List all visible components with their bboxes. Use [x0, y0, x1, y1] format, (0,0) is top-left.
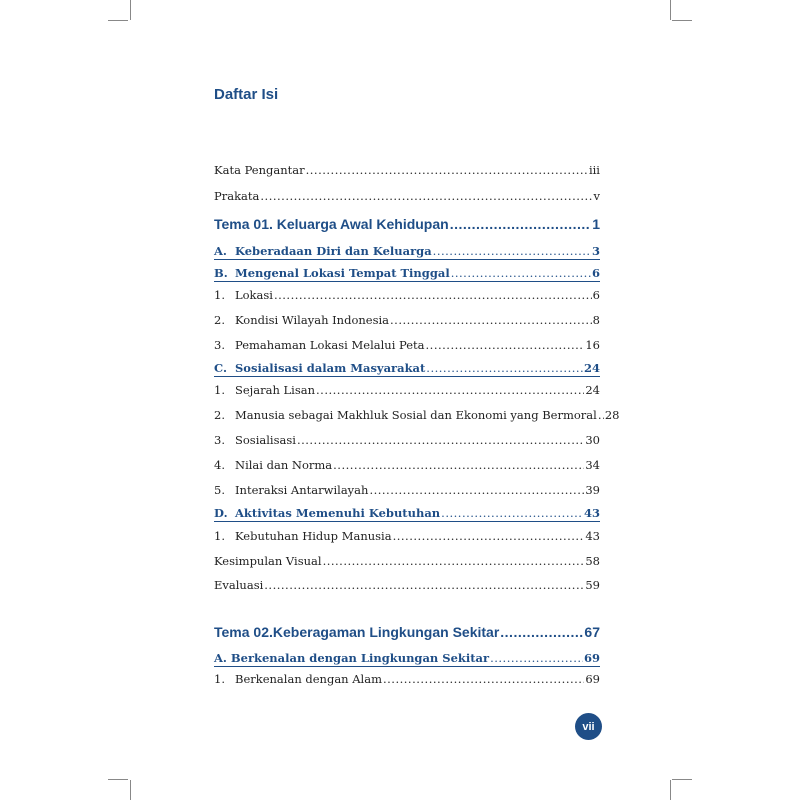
toc-entry-label: Kata Pengantar — [214, 163, 305, 177]
toc-entry-label: Lokasi — [235, 288, 273, 302]
toc-entry-label: Keberadaan Diri dan Keluarga — [235, 244, 432, 258]
toc-entry[interactable] — [214, 266, 600, 282]
crop-mark — [130, 0, 131, 20]
toc-entry-page: 58 — [585, 554, 600, 568]
dot-leader — [393, 529, 585, 543]
toc-entry[interactable] — [214, 361, 600, 377]
dot-leader — [274, 288, 592, 302]
toc-entry-number: D. — [214, 506, 228, 520]
toc-entry-number: 2. — [214, 408, 225, 422]
toc-entry-page: 69 — [583, 651, 600, 665]
crop-mark — [670, 780, 671, 800]
toc-entry[interactable] — [214, 338, 600, 352]
toc-entry-page: 24 — [585, 383, 600, 397]
toc-entry-label: Berkenalan dengan Alam — [235, 672, 382, 686]
dot-leader — [316, 383, 584, 397]
toc-entry-label: Kondisi Wilayah Indonesia — [235, 313, 390, 327]
toc-entry-page: 30 — [585, 433, 600, 447]
toc-entry[interactable] — [214, 578, 600, 592]
dot-leader — [306, 163, 588, 177]
toc-entry-page: 8 — [592, 313, 600, 327]
toc-entry[interactable] — [214, 244, 600, 260]
toc-entry[interactable] — [214, 433, 600, 447]
toc-entry-page: 43 — [585, 529, 600, 543]
toc-entry-label: Nilai dan Norma — [235, 458, 333, 472]
dot-leader — [500, 624, 583, 641]
toc-entry-number: 5. — [214, 483, 225, 497]
toc-entry-page: v — [593, 189, 600, 203]
dot-leader — [323, 554, 585, 568]
toc-entry-page: 39 — [585, 483, 600, 497]
dot-leader — [433, 244, 591, 258]
toc-entry-label: Interaksi Antarwilayah — [235, 483, 369, 497]
toc-entry-page: 6 — [592, 288, 600, 302]
dot-leader — [598, 408, 604, 422]
toc-entry-page: 67 — [584, 624, 600, 640]
toc-entry-page: 59 — [585, 578, 600, 592]
dot-leader — [333, 458, 584, 472]
dot-leader — [451, 266, 591, 280]
toc-entry-page: 43 — [583, 506, 600, 520]
dot-leader — [426, 338, 585, 352]
toc-entry-number: 1. — [214, 529, 225, 543]
dot-leader — [383, 672, 584, 686]
toc-entry-page: 1 — [592, 216, 600, 232]
dot-leader — [426, 361, 583, 375]
toc-entry[interactable] — [214, 672, 600, 686]
crop-mark — [672, 779, 692, 780]
crop-mark — [670, 0, 671, 20]
toc-entry[interactable] — [214, 313, 600, 327]
toc-entry[interactable] — [214, 554, 600, 568]
toc-entry-number: 3. — [214, 338, 225, 352]
toc-entry-label: Sejarah Lisan — [235, 383, 316, 397]
toc-entry-number: 1. — [214, 672, 225, 686]
toc-entry-number: A. — [214, 244, 227, 258]
toc-entry-number: 4. — [214, 458, 225, 472]
toc-entry-page: 69 — [585, 672, 600, 686]
toc-entry-label: Mengenal Lokasi Tempat Tinggal — [235, 266, 450, 280]
toc-entry-number: C. — [214, 361, 227, 375]
toc-entry-label: Pemahaman Lokasi Melalui Peta — [235, 338, 425, 352]
toc-entry-number: 1. — [214, 383, 225, 397]
toc-entry-label: Sosialisasi — [235, 433, 296, 447]
toc-entry[interactable] — [214, 483, 600, 497]
toc-entry-label: Sosialisasi dalam Masyarakat — [235, 361, 426, 375]
toc-entry-label: Aktivitas Memenuhi Kebutuhan — [235, 506, 441, 520]
toc-entry[interactable] — [214, 163, 600, 177]
page-title: Daftar Isi — [214, 86, 279, 103]
dot-leader — [490, 651, 583, 665]
toc-entry[interactable] — [214, 288, 600, 302]
toc-entry[interactable] — [214, 529, 600, 543]
toc-entry-page: iii — [588, 163, 600, 177]
toc-entry-label: Kebutuhan Hidup Manusia — [235, 529, 392, 543]
toc-entry[interactable] — [214, 383, 600, 397]
dot-leader — [390, 313, 592, 327]
toc-entry-label: Tema 02.Keberagaman Lingkungan Sekitar — [214, 624, 500, 640]
toc-entry[interactable] — [214, 651, 600, 667]
page-number-badge: vii — [575, 713, 602, 740]
dot-leader — [260, 189, 592, 203]
toc-entry-page: 6 — [591, 266, 600, 280]
toc-entry[interactable] — [214, 458, 600, 472]
toc-entry-label: Evaluasi — [214, 578, 264, 592]
dot-leader — [369, 483, 584, 497]
toc-entry[interactable] — [214, 216, 600, 233]
toc-entry-label: Tema 01. Keluarga Awal Kehidupan — [214, 216, 449, 232]
toc-entry-label: A. Berkenalan dengan Lingkungan Sekitar — [214, 651, 490, 665]
toc-entry-label: Prakata — [214, 189, 260, 203]
toc-entry-page: 34 — [585, 458, 600, 472]
crop-mark — [130, 780, 131, 800]
crop-mark — [672, 20, 692, 21]
crop-mark — [108, 20, 128, 21]
toc-entry[interactable] — [214, 624, 600, 641]
toc-entry-label: Kesimpulan Visual — [214, 554, 322, 568]
toc-entry[interactable] — [214, 408, 620, 422]
toc-entry-page: 3 — [591, 244, 600, 258]
dot-leader — [297, 433, 584, 447]
dot-leader — [450, 216, 592, 233]
toc-entry-page: 28 — [604, 408, 620, 422]
crop-mark — [108, 779, 128, 780]
toc-entry-number: 2. — [214, 313, 225, 327]
toc-entry-label: Manusia sebagai Makhluk Sosial dan Ekonomi yang Bermoral — [235, 408, 597, 422]
toc-entry-page: 24 — [583, 361, 600, 375]
toc-entry-number: 3. — [214, 433, 225, 447]
toc-entry[interactable] — [214, 506, 600, 522]
toc-entry-page: 16 — [585, 338, 600, 352]
toc-entry[interactable] — [214, 189, 600, 203]
toc-entry-number: 1. — [214, 288, 225, 302]
dot-leader — [441, 506, 583, 520]
toc-entry-number: B. — [214, 266, 228, 280]
dot-leader — [264, 578, 584, 592]
